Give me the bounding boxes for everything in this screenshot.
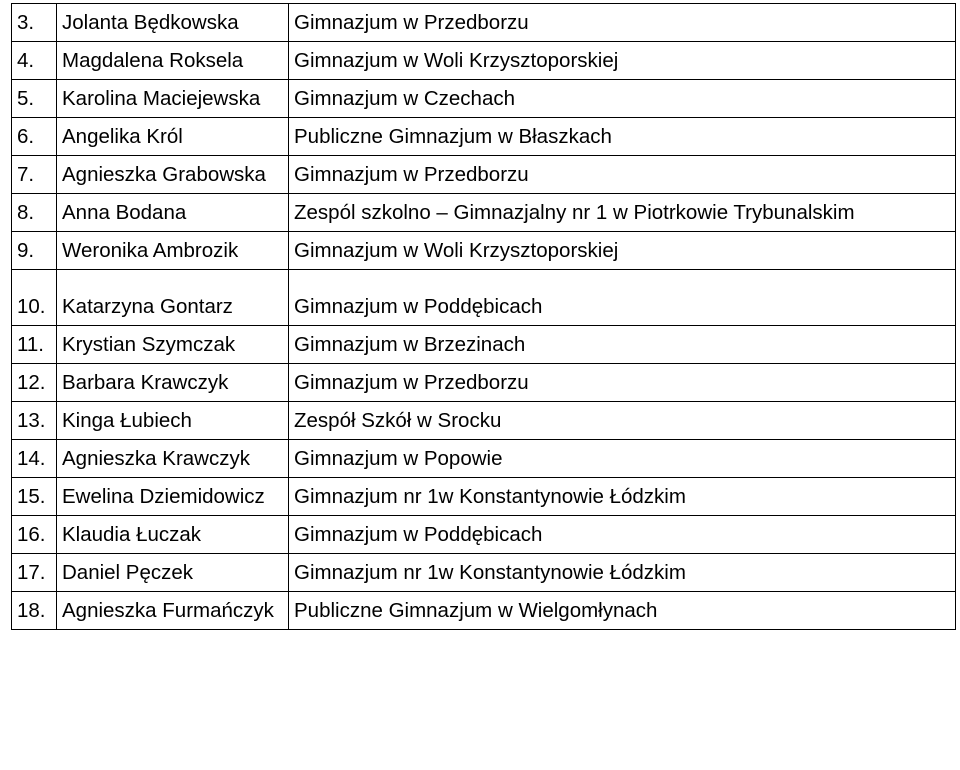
- school-name: Publiczne Gimnazjum w Wielgomłynach: [289, 592, 956, 630]
- row-number: 12.: [12, 364, 57, 402]
- table-row: [12, 156, 956, 194]
- table-row: [12, 554, 956, 592]
- table-row: [12, 440, 956, 478]
- participant-name: Kinga Łubiech: [57, 402, 289, 440]
- participants-table: [11, 3, 956, 630]
- row-number: 18.: [12, 592, 57, 630]
- school-name: Gimnazjum w Brzezinach: [289, 326, 956, 364]
- table-row: [12, 118, 956, 156]
- participant-name: Klaudia Łuczak: [57, 516, 289, 554]
- school-name: Gimnazjum w Przedborzu: [289, 4, 956, 42]
- row-number: 17.: [12, 554, 57, 592]
- participant-name: Weronika Ambrozik: [57, 232, 289, 270]
- participant-name: Jolanta Będkowska: [57, 4, 289, 42]
- school-name: Publiczne Gimnazjum w Błaszkach: [289, 118, 956, 156]
- school-name: Gimnazjum nr 1w Konstantynowie Łódzkim: [289, 478, 956, 516]
- school-name: Gimnazjum nr 1w Konstantynowie Łódzkim: [289, 554, 956, 592]
- school-name: Gimnazjum w Woli Krzysztoporskiej: [289, 232, 956, 270]
- row-number: 5.: [12, 80, 57, 118]
- participant-name: Krystian Szymczak: [57, 326, 289, 364]
- participant-name: Agnieszka Furmańczyk: [57, 592, 289, 630]
- table-row: [12, 80, 956, 118]
- table-row: [12, 194, 956, 232]
- row-number: 7.: [12, 156, 57, 194]
- participant-name: Agnieszka Krawczyk: [57, 440, 289, 478]
- school-name: Gimnazjum w Przedborzu: [289, 364, 956, 402]
- school-name: Gimnazjum w Woli Krzysztoporskiej: [289, 42, 956, 80]
- school-name: Gimnazjum w Przedborzu: [289, 156, 956, 194]
- school-name: Gimnazjum w Poddębicach: [289, 516, 956, 554]
- participant-name: Ewelina Dziemidowicz: [57, 478, 289, 516]
- row-number: 16.: [12, 516, 57, 554]
- table-row: [12, 478, 956, 516]
- participants-table-body: [12, 4, 956, 630]
- table-row: [12, 232, 956, 270]
- row-number: 4.: [12, 42, 57, 80]
- row-number: 9.: [12, 232, 57, 270]
- school-name: Gimnazjum w Czechach: [289, 80, 956, 118]
- table-row: [12, 4, 956, 42]
- row-number: 10.: [12, 270, 57, 326]
- row-number: 14.: [12, 440, 57, 478]
- participant-name: Karolina Maciejewska: [57, 80, 289, 118]
- row-number: 15.: [12, 478, 57, 516]
- school-name: Gimnazjum w Popowie: [289, 440, 956, 478]
- row-number: 11.: [12, 326, 57, 364]
- school-name: Gimnazjum w Poddębicach: [289, 270, 956, 326]
- table-row: [12, 42, 956, 80]
- participant-name: Anna Bodana: [57, 194, 289, 232]
- school-name: Zespół Szkół w Srocku: [289, 402, 956, 440]
- table-row: [12, 402, 956, 440]
- row-number: 3.: [12, 4, 57, 42]
- table-row: [12, 326, 956, 364]
- table-row: [12, 364, 956, 402]
- school-name: Zespól szkolno – Gimnazjalny nr 1 w Piotrkowie Trybunalskim: [289, 194, 956, 232]
- participant-name: Angelika Król: [57, 118, 289, 156]
- participant-name: Barbara Krawczyk: [57, 364, 289, 402]
- row-number: 13.: [12, 402, 57, 440]
- table-row: [12, 592, 956, 630]
- participant-name: Agnieszka Grabowska: [57, 156, 289, 194]
- participant-name: Magdalena Roksela: [57, 42, 289, 80]
- participant-name: Daniel Pęczek: [57, 554, 289, 592]
- row-number: 8.: [12, 194, 57, 232]
- row-number: 6.: [12, 118, 57, 156]
- table-row: [12, 516, 956, 554]
- participant-name: Katarzyna Gontarz: [57, 270, 289, 326]
- table-row: [12, 270, 956, 326]
